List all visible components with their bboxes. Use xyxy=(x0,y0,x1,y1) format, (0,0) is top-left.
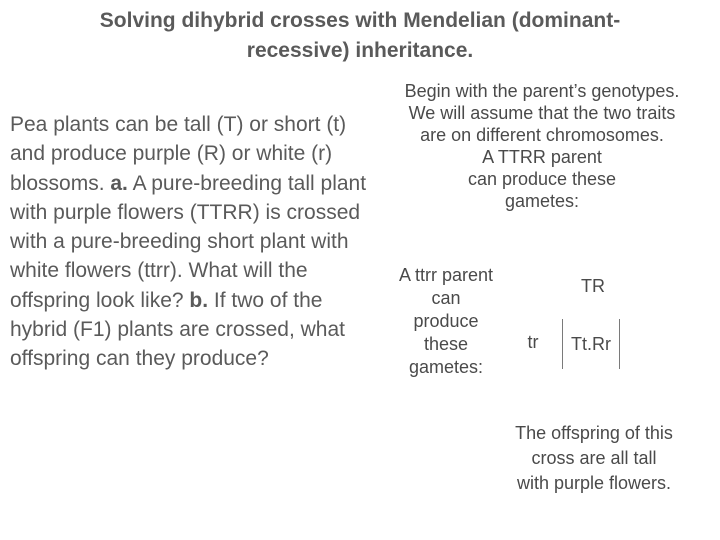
question-text xyxy=(10,110,370,374)
part-a-text: A pure-breeding tall plant with purple flowers (TTRR) is crossed with a pure-breeding short plant with white flowers (ttrr). What will the offspring look like? xyxy=(10,171,367,312)
conclusion-line-2: cross are all tall xyxy=(531,448,657,468)
explanation-line-2: We will assume that the two traits xyxy=(408,103,676,123)
explanation-line-1: Begin with the parent’s genotypes. xyxy=(404,81,680,101)
explanation-line-5: can produce these xyxy=(467,169,617,189)
ttrr-line-5: gametes: xyxy=(408,357,484,377)
punnett-cell xyxy=(562,319,620,369)
title-line-2: recessive) inheritance. xyxy=(246,39,474,62)
explanation-line-6: gametes: xyxy=(504,191,580,211)
title-line-1: Solving dihybrid crosses with Mendelian (dominant- xyxy=(99,9,621,32)
explanation-line-3: are on different chromosomes. xyxy=(420,125,664,145)
ttrr-line-3: produce xyxy=(413,311,479,331)
ttrr-line-4: these xyxy=(423,334,469,354)
ttrr-parent-text xyxy=(380,264,512,379)
part-a-label: a. xyxy=(110,171,128,195)
part-b-text: If two of the hybrid (F1) plants are crossed, what offspring can they produce? xyxy=(10,288,345,371)
explanation-text xyxy=(372,80,712,212)
punnett-cell-genotype: Tt.Rr xyxy=(571,333,611,354)
conclusion-line-1: The offspring of this xyxy=(515,423,673,443)
ttrr-line-2: can xyxy=(431,288,461,308)
part-b-label: b. xyxy=(189,288,209,312)
conclusion-line-3: with purple flowers. xyxy=(516,473,672,493)
explanation-line-4: A TTRR parent xyxy=(482,147,602,167)
ttrr-line-1: A ttrr parent xyxy=(398,265,494,285)
slide-title xyxy=(0,6,720,66)
conclusion-text xyxy=(482,421,706,496)
punnett-column-header: TR xyxy=(581,276,605,296)
punnett-row-header: tr xyxy=(527,332,539,352)
question-intro: Pea plants can be tall (T) or short (t) and produce purple (R) or white (r) blossoms. xyxy=(10,113,347,195)
